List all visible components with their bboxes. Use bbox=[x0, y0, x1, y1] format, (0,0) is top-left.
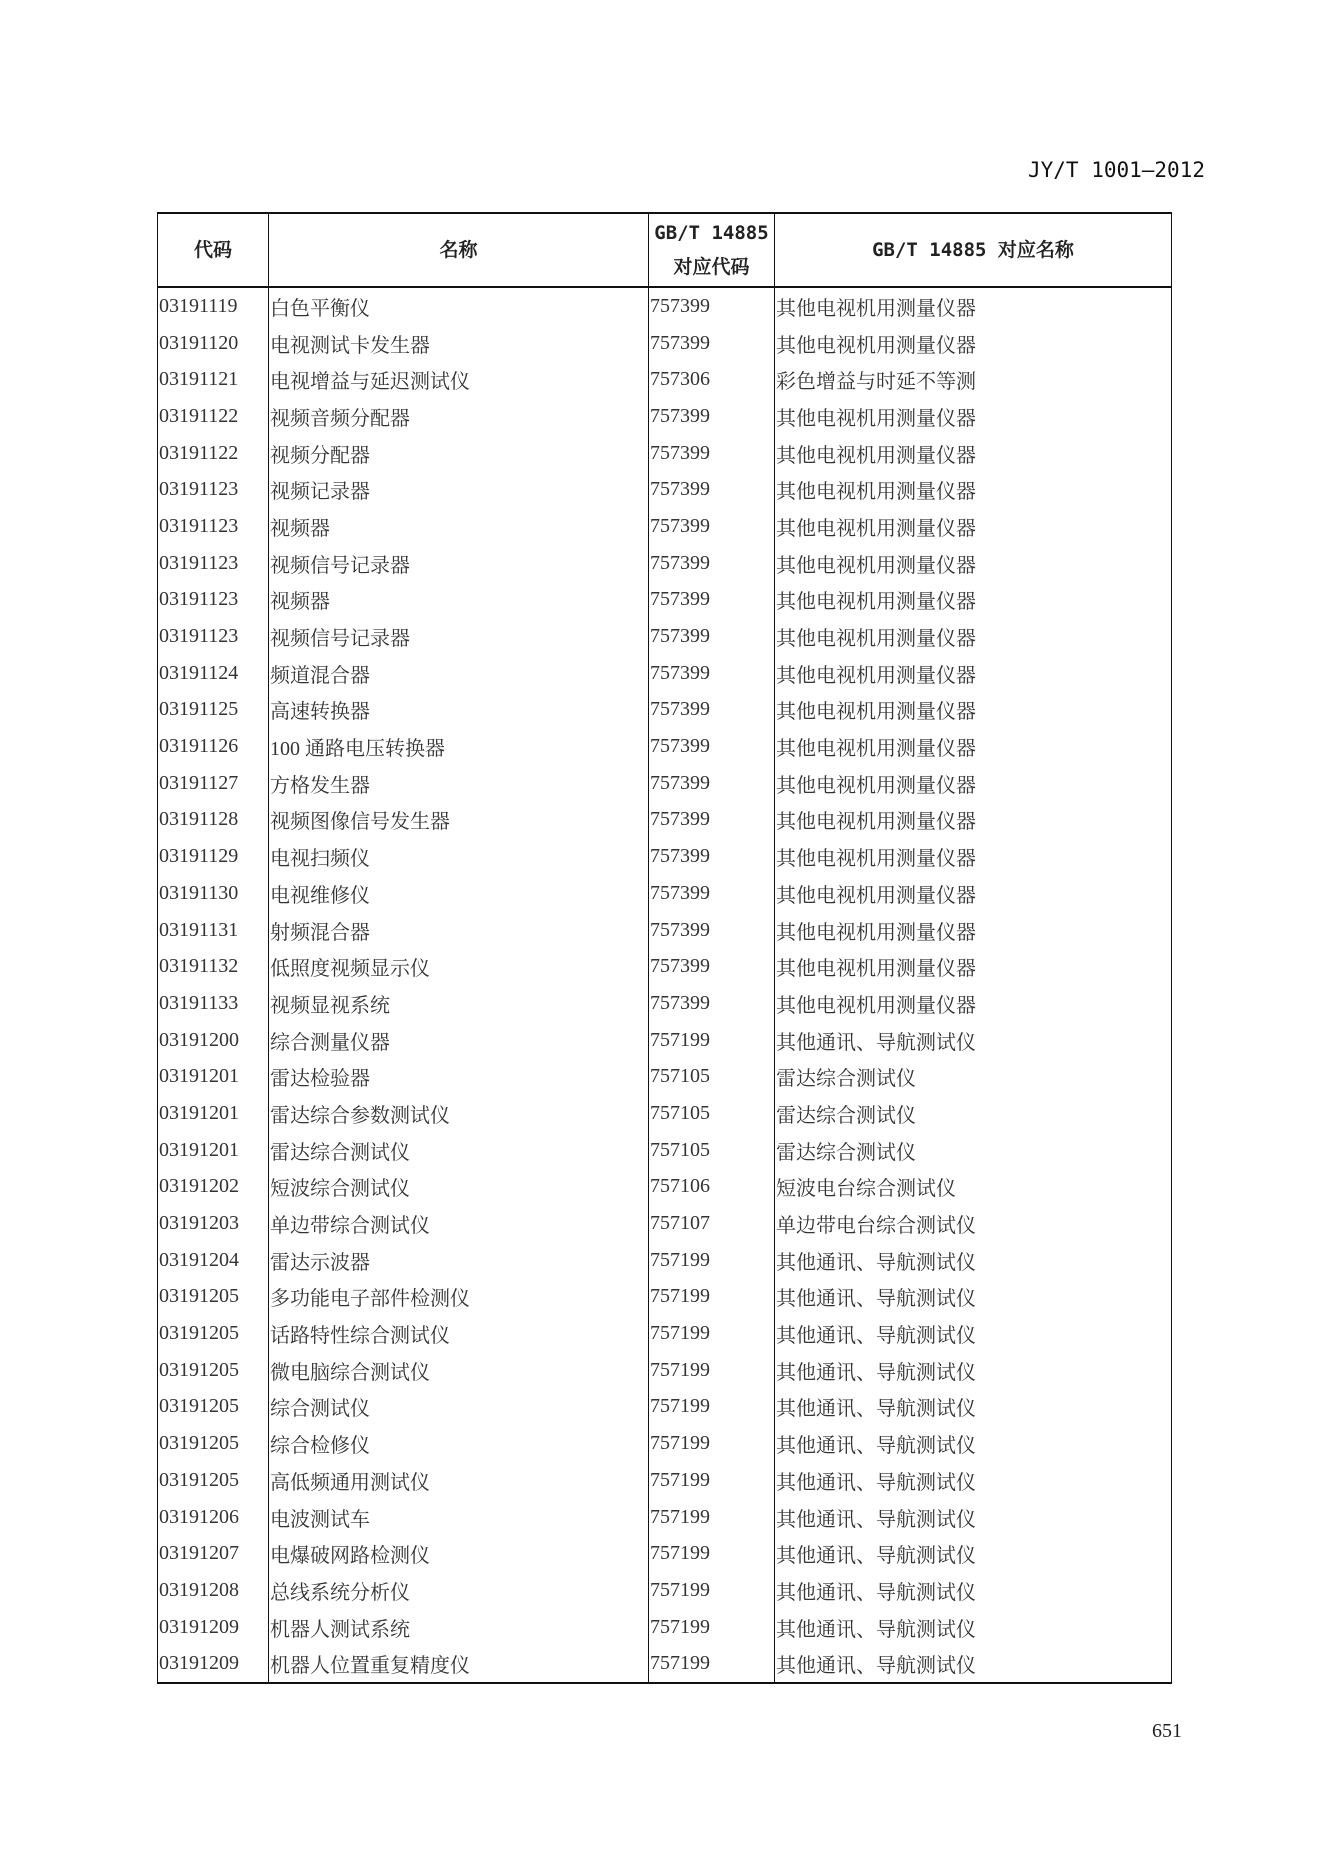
cell-code: 03191201 bbox=[158, 1132, 269, 1169]
table-row bbox=[158, 692, 1172, 729]
cell-gbt-name: 其他电视机用测量仪器 bbox=[775, 582, 1172, 619]
cell-gbt-name: 其他通讯、导航测试仪 bbox=[775, 1242, 1172, 1279]
cell-code: 03191205 bbox=[158, 1389, 269, 1426]
cell-code: 03191123 bbox=[158, 582, 269, 619]
cell-code: 03191209 bbox=[158, 1645, 269, 1683]
cell-gbt-name: 其他电视机用测量仪器 bbox=[775, 398, 1172, 435]
table-row bbox=[158, 508, 1172, 545]
cell-name: 多功能电子部件检测仪 bbox=[269, 1279, 649, 1316]
table-row bbox=[158, 471, 1172, 508]
cell-name: 视频信号记录器 bbox=[269, 618, 649, 655]
cell-name: 电视维修仪 bbox=[269, 875, 649, 912]
cell-gbt-name: 彩色增益与时延不等测 bbox=[775, 361, 1172, 398]
cell-gbt-name: 单边带电台综合测试仪 bbox=[775, 1205, 1172, 1242]
cell-gbt-name: 其他电视机用测量仪器 bbox=[775, 508, 1172, 545]
cell-name: 雷达示波器 bbox=[269, 1242, 649, 1279]
table-row bbox=[158, 948, 1172, 985]
cell-gbt-code: 757106 bbox=[649, 1169, 775, 1206]
cell-gbt-name: 其他电视机用测量仪器 bbox=[775, 875, 1172, 912]
table-row bbox=[158, 1058, 1172, 1095]
cell-code: 03191203 bbox=[158, 1205, 269, 1242]
table-row bbox=[158, 1389, 1172, 1426]
cell-gbt-code: 757399 bbox=[649, 471, 775, 508]
cell-name: 频道混合器 bbox=[269, 655, 649, 692]
table-row bbox=[158, 1242, 1172, 1279]
cell-name: 白色平衡仪 bbox=[269, 287, 649, 325]
table-row bbox=[158, 1499, 1172, 1536]
cell-gbt-name: 其他电视机用测量仪器 bbox=[775, 287, 1172, 325]
table-row bbox=[158, 1022, 1172, 1059]
cell-gbt-code: 757199 bbox=[649, 1279, 775, 1316]
cell-gbt-name: 其他通讯、导航测试仪 bbox=[775, 1572, 1172, 1609]
cell-gbt-code: 757105 bbox=[649, 1058, 775, 1095]
cell-code: 03191122 bbox=[158, 398, 269, 435]
cell-gbt-name: 其他通讯、导航测试仪 bbox=[775, 1022, 1172, 1059]
cell-name: 射频混合器 bbox=[269, 912, 649, 949]
cell-name: 低照度视频显示仪 bbox=[269, 948, 649, 985]
cell-name: 雷达检验器 bbox=[269, 1058, 649, 1095]
cell-gbt-code: 757199 bbox=[649, 1022, 775, 1059]
table-row bbox=[158, 1352, 1172, 1389]
cell-code: 03191205 bbox=[158, 1462, 269, 1499]
cell-gbt-name: 短波电台综合测试仪 bbox=[775, 1169, 1172, 1206]
table-row bbox=[158, 618, 1172, 655]
table-row bbox=[158, 655, 1172, 692]
cell-gbt-code: 757399 bbox=[649, 287, 775, 325]
cell-code: 03191205 bbox=[158, 1315, 269, 1352]
cell-gbt-name: 其他电视机用测量仪器 bbox=[775, 838, 1172, 875]
cell-gbt-code: 757199 bbox=[649, 1535, 775, 1572]
cell-gbt-code: 757199 bbox=[649, 1389, 775, 1426]
cell-name: 机器人位置重复精度仪 bbox=[269, 1645, 649, 1683]
column-header-gbt-code-line1: GB/T 14885 bbox=[654, 222, 769, 244]
table-row bbox=[158, 1205, 1172, 1242]
table-row bbox=[158, 435, 1172, 472]
standard-code-header: JY/T 1001—2012 bbox=[1027, 158, 1205, 182]
cell-gbt-name: 其他通讯、导航测试仪 bbox=[775, 1315, 1172, 1352]
cell-gbt-name: 其他电视机用测量仪器 bbox=[775, 655, 1172, 692]
cell-gbt-name: 其他电视机用测量仪器 bbox=[775, 692, 1172, 729]
cell-name: 总线系统分析仪 bbox=[269, 1572, 649, 1609]
cell-name: 视频音频分配器 bbox=[269, 398, 649, 435]
table-row bbox=[158, 582, 1172, 619]
cell-code: 03191204 bbox=[158, 1242, 269, 1279]
table-row bbox=[158, 325, 1172, 362]
table-row bbox=[158, 765, 1172, 802]
cell-gbt-name: 其他通讯、导航测试仪 bbox=[775, 1279, 1172, 1316]
cell-gbt-name: 其他电视机用测量仪器 bbox=[775, 912, 1172, 949]
cell-gbt-code: 757399 bbox=[649, 948, 775, 985]
table-row bbox=[158, 985, 1172, 1022]
cell-gbt-code: 757399 bbox=[649, 802, 775, 839]
cell-code: 03191133 bbox=[158, 985, 269, 1022]
cell-gbt-name: 其他通讯、导航测试仪 bbox=[775, 1645, 1172, 1683]
cell-gbt-code: 757399 bbox=[649, 838, 775, 875]
cell-code: 03191123 bbox=[158, 545, 269, 582]
cell-name: 视频器 bbox=[269, 508, 649, 545]
cell-code: 03191123 bbox=[158, 618, 269, 655]
cell-name: 电视扫频仪 bbox=[269, 838, 649, 875]
cell-gbt-name: 其他电视机用测量仪器 bbox=[775, 728, 1172, 765]
cell-name: 综合测量仪器 bbox=[269, 1022, 649, 1059]
cell-gbt-name: 其他通讯、导航测试仪 bbox=[775, 1425, 1172, 1462]
table-row bbox=[158, 1609, 1172, 1646]
cell-code: 03191205 bbox=[158, 1352, 269, 1389]
cell-name: 高低频通用测试仪 bbox=[269, 1462, 649, 1499]
cell-code: 03191119 bbox=[158, 287, 269, 325]
table-row bbox=[158, 802, 1172, 839]
table-row bbox=[158, 838, 1172, 875]
cell-gbt-code: 757399 bbox=[649, 325, 775, 362]
cell-name: 机器人测试系统 bbox=[269, 1609, 649, 1646]
cell-gbt-name: 雷达综合测试仪 bbox=[775, 1132, 1172, 1169]
cell-name: 电视增益与延迟测试仪 bbox=[269, 361, 649, 398]
cell-gbt-code: 757399 bbox=[649, 398, 775, 435]
cell-gbt-name: 其他电视机用测量仪器 bbox=[775, 765, 1172, 802]
cell-gbt-code: 757199 bbox=[649, 1242, 775, 1279]
cell-gbt-name: 其他电视机用测量仪器 bbox=[775, 435, 1172, 472]
cell-code: 03191132 bbox=[158, 948, 269, 985]
cell-gbt-name: 其他通讯、导航测试仪 bbox=[775, 1609, 1172, 1646]
table-row bbox=[158, 545, 1172, 582]
cell-gbt-code: 757199 bbox=[649, 1462, 775, 1499]
table-row bbox=[158, 1169, 1172, 1206]
cell-code: 03191200 bbox=[158, 1022, 269, 1059]
cell-gbt-code: 757306 bbox=[649, 361, 775, 398]
cell-gbt-code: 757199 bbox=[649, 1499, 775, 1536]
table-row bbox=[158, 1572, 1172, 1609]
cell-name: 电爆破网路检测仪 bbox=[269, 1535, 649, 1572]
cell-code: 03191205 bbox=[158, 1279, 269, 1316]
cell-name: 综合测试仪 bbox=[269, 1389, 649, 1426]
cell-code: 03191130 bbox=[158, 875, 269, 912]
table-row bbox=[158, 1315, 1172, 1352]
cell-code: 03191208 bbox=[158, 1572, 269, 1609]
column-header-gbt-code bbox=[649, 213, 775, 287]
column-header-gbt-name: GB/T 14885 对应名称 bbox=[775, 213, 1172, 287]
cell-code: 03191207 bbox=[158, 1535, 269, 1572]
cell-gbt-code: 757399 bbox=[649, 728, 775, 765]
cell-name: 方格发生器 bbox=[269, 765, 649, 802]
cell-name: 综合检修仪 bbox=[269, 1425, 649, 1462]
cell-gbt-name: 其他通讯、导航测试仪 bbox=[775, 1462, 1172, 1499]
cell-name: 电波测试车 bbox=[269, 1499, 649, 1536]
table-row bbox=[158, 1095, 1172, 1132]
table-row bbox=[158, 1425, 1172, 1462]
cell-gbt-code: 757199 bbox=[649, 1425, 775, 1462]
cell-gbt-name: 其他通讯、导航测试仪 bbox=[775, 1352, 1172, 1389]
cell-name: 雷达综合测试仪 bbox=[269, 1132, 649, 1169]
cell-code: 03191127 bbox=[158, 765, 269, 802]
cell-gbt-name: 其他电视机用测量仪器 bbox=[775, 471, 1172, 508]
cell-gbt-code: 757399 bbox=[649, 692, 775, 729]
table-row bbox=[158, 287, 1172, 325]
cell-code: 03191128 bbox=[158, 802, 269, 839]
table-row bbox=[158, 912, 1172, 949]
cell-code: 03191120 bbox=[158, 325, 269, 362]
table-row bbox=[158, 1132, 1172, 1169]
cell-gbt-code: 757399 bbox=[649, 875, 775, 912]
cell-gbt-name: 其他电视机用测量仪器 bbox=[775, 545, 1172, 582]
table-row bbox=[158, 1645, 1172, 1683]
cell-gbt-code: 757199 bbox=[649, 1315, 775, 1352]
cell-name: 微电脑综合测试仪 bbox=[269, 1352, 649, 1389]
cell-gbt-code: 757399 bbox=[649, 508, 775, 545]
cell-gbt-code: 757399 bbox=[649, 582, 775, 619]
column-header-gbt-code-line2: 对应代码 bbox=[673, 256, 750, 278]
cell-name: 视频信号记录器 bbox=[269, 545, 649, 582]
cell-gbt-code: 757105 bbox=[649, 1132, 775, 1169]
cell-gbt-code: 757107 bbox=[649, 1205, 775, 1242]
cell-code: 03191206 bbox=[158, 1499, 269, 1536]
cell-gbt-name: 其他电视机用测量仪器 bbox=[775, 948, 1172, 985]
cell-code: 03191122 bbox=[158, 435, 269, 472]
cell-gbt-name: 其他电视机用测量仪器 bbox=[775, 985, 1172, 1022]
column-header-code: 代码 bbox=[158, 213, 269, 287]
cell-gbt-code: 757199 bbox=[649, 1352, 775, 1389]
table-row bbox=[158, 1279, 1172, 1316]
cell-gbt-code: 757199 bbox=[649, 1645, 775, 1683]
cell-gbt-name: 其他通讯、导航测试仪 bbox=[775, 1535, 1172, 1572]
cell-code: 03191202 bbox=[158, 1169, 269, 1206]
cell-gbt-code: 757399 bbox=[649, 765, 775, 802]
cell-code: 03191123 bbox=[158, 471, 269, 508]
cell-name: 雷达综合参数测试仪 bbox=[269, 1095, 649, 1132]
cell-gbt-code: 757399 bbox=[649, 545, 775, 582]
cell-gbt-code: 757199 bbox=[649, 1572, 775, 1609]
table-row bbox=[158, 875, 1172, 912]
cell-gbt-name: 其他通讯、导航测试仪 bbox=[775, 1389, 1172, 1426]
cell-name: 100 通路电压转换器 bbox=[269, 728, 649, 765]
cell-gbt-code: 757399 bbox=[649, 912, 775, 949]
table-row bbox=[158, 398, 1172, 435]
cell-code: 03191201 bbox=[158, 1058, 269, 1095]
cell-gbt-name: 其他电视机用测量仪器 bbox=[775, 325, 1172, 362]
cell-code: 03191205 bbox=[158, 1425, 269, 1462]
cell-name: 单边带综合测试仪 bbox=[269, 1205, 649, 1242]
cell-gbt-code: 757199 bbox=[649, 1609, 775, 1646]
cell-name: 短波综合测试仪 bbox=[269, 1169, 649, 1206]
cell-code: 03191126 bbox=[158, 728, 269, 765]
column-header-name: 名称 bbox=[269, 213, 649, 287]
cell-gbt-code: 757105 bbox=[649, 1095, 775, 1132]
cell-gbt-code: 757399 bbox=[649, 655, 775, 692]
cell-code: 03191131 bbox=[158, 912, 269, 949]
cell-code: 03191123 bbox=[158, 508, 269, 545]
cell-name: 视频分配器 bbox=[269, 435, 649, 472]
cell-name: 视频图像信号发生器 bbox=[269, 802, 649, 839]
code-mapping-table bbox=[157, 212, 1172, 1684]
cell-name: 电视测试卡发生器 bbox=[269, 325, 649, 362]
cell-code: 03191121 bbox=[158, 361, 269, 398]
cell-gbt-name: 雷达综合测试仪 bbox=[775, 1058, 1172, 1095]
table-header-row bbox=[158, 213, 1172, 287]
cell-gbt-code: 757399 bbox=[649, 618, 775, 655]
cell-code: 03191209 bbox=[158, 1609, 269, 1646]
table-row bbox=[158, 361, 1172, 398]
cell-name: 高速转换器 bbox=[269, 692, 649, 729]
cell-gbt-code: 757399 bbox=[649, 435, 775, 472]
table-row bbox=[158, 1535, 1172, 1572]
cell-name: 视频器 bbox=[269, 582, 649, 619]
cell-name: 视频记录器 bbox=[269, 471, 649, 508]
cell-gbt-name: 其他电视机用测量仪器 bbox=[775, 618, 1172, 655]
cell-gbt-name: 其他电视机用测量仪器 bbox=[775, 802, 1172, 839]
cell-code: 03191201 bbox=[158, 1095, 269, 1132]
page-number: 651 bbox=[1152, 1720, 1182, 1742]
cell-code: 03191129 bbox=[158, 838, 269, 875]
cell-code: 03191125 bbox=[158, 692, 269, 729]
cell-gbt-name: 其他通讯、导航测试仪 bbox=[775, 1499, 1172, 1536]
cell-code: 03191124 bbox=[158, 655, 269, 692]
table-row bbox=[158, 728, 1172, 765]
cell-gbt-name: 雷达综合测试仪 bbox=[775, 1095, 1172, 1132]
cell-name: 视频显视系统 bbox=[269, 985, 649, 1022]
table-row bbox=[158, 1462, 1172, 1499]
cell-name: 话路特性综合测试仪 bbox=[269, 1315, 649, 1352]
cell-gbt-code: 757399 bbox=[649, 985, 775, 1022]
